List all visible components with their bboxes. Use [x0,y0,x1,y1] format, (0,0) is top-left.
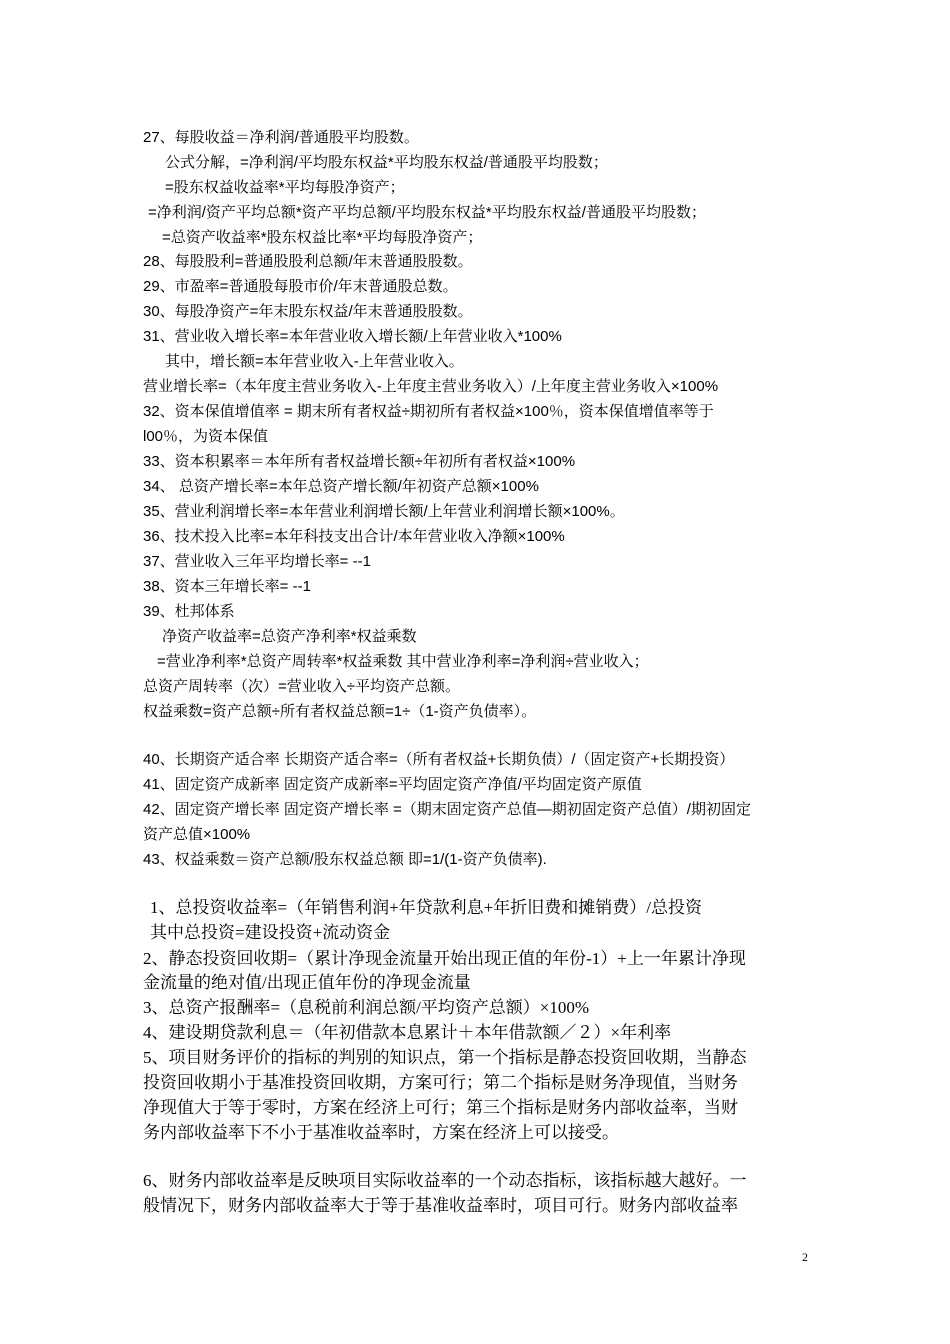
text-line: 28、每股股利=普通股股利总额/年末普通股股数。 [143,253,473,270]
text-line: 公式分解，=净利润/平均股东权益*平均股东权益/普通股平均股数； [165,154,608,171]
text-line: 3、总资产报酬率=（息税前利润总额/平均资产总额）×100% [143,998,590,1017]
text-line: 43、权益乘数＝资产总额/股东权益总额 即=1/(1-资产负债率). [143,851,547,868]
text-line: 金流量的绝对值/出现正值年份的净现金流量 [143,973,471,992]
text-line: 营业增长率=（本年度主营业务收入-上年度主营业务收入）/上年度主营业务收入×100% [143,378,719,395]
text-line: 净资产收益率=总资产净利率*权益乘数 [162,628,417,645]
text-line: 务内部收益率下不小于基准收益率时，方案在经济上可以接受。 [143,1123,619,1142]
text-line: 6、财务内部收益率是反映项目实际收益率的一个动态指标，该指标越大越好。一 [143,1171,747,1190]
text-line: 2、静态投资回收期=（累计净现金流量开始出现正值的年份-1）+上一年累计净现 [143,949,746,968]
text-line: =净利润/资产平均总额*资产平均总额/平均股东权益*平均股东权益/普通股平均股数； [148,204,706,221]
text-line: 42、固定资产增长率 固定资产增长率 =（期末固定资产总值—期初固定资产总值）/期初固定 [143,801,751,818]
text-line: 1、总投资收益率=（年销售利润+年贷款利息+年折旧费和摊销费）/总投资 [150,898,702,917]
text-line: 37、营业收入三年平均增长率= --1 [143,553,371,570]
text-line: 40、长期资产适合率 长期资产适合率=（所有者权益+长期负债）/（固定资产+长期投资） [143,751,735,768]
text-line: 29、市盈率=普通股每股市价/年末普通股总数。 [143,278,458,295]
text-line: 34、 总资产增长率=本年总资产增长额/年初资产总额×100% [143,478,539,495]
text-line: 资产总值×100% [143,826,251,843]
text-line: 其中总投资=建设投资+流动资金 [150,923,391,942]
text-line: 35、营业利润增长率=本年营业利润增长额/上年营业利润增长额×100%。 [143,503,625,520]
text-line: l00％，为资本保值 [143,428,269,445]
text-line: 39、杜邦体系 [143,603,235,620]
page-number: 2 [802,1250,808,1264]
text-line: 27、每股收益＝净利润/普通股平均股数。 [143,129,419,146]
text-line: 投资回收期小于基准投资回收期，方案可行；第二个指标是财务净现值，当财务 [143,1073,738,1092]
text-line: 其中，增长额=本年营业收入-上年营业收入。 [165,353,464,370]
text-line: 36、技术投入比率=本年科技支出合计/本年营业收入净额×100% [143,528,565,545]
text-line: 38、资本三年增长率= --1 [143,578,311,595]
text-line: =股东权益收益率*平均每股净资产； [165,179,405,196]
text-line: 33、资本积累率＝本年所有者权益增长额÷年初所有者权益×100% [143,453,576,470]
text-line: =总资产收益率*股东权益比率*平均每股净资产； [162,229,483,246]
text-line: 31、营业收入增长率=本年营业收入增长额/上年营业收入*100% [143,328,562,345]
text-line: 权益乘数=资产总额÷所有者权益总额=1÷（1-资产负债率）。 [143,703,537,720]
text-line: 30、每股净资产=年末股东权益/年末普通股股数。 [143,303,473,320]
text-line: 总资产周转率（次）=营业收入÷平均资产总额。 [143,678,460,695]
text-line: =营业净利率*总资产周转率*权益乘数 其中营业净利率=净利润÷营业收入； [157,653,649,670]
text-line: 般情况下，财务内部收益率大于等于基准收益率时，项目可行。财务内部收益率 [143,1196,738,1215]
text-line: 5、项目财务评价的指标的判别的知识点，第一个指标是静态投资回收期，当静态 [143,1048,747,1067]
text-line: 41、固定资产成新率 固定资产成新率=平均固定资产净值/平均固定资产原值 [143,776,642,793]
text-line: 32、资本保值增值率 = 期末所有者权益÷期初所有者权益×100％，资本保值增值率等于 [143,403,714,420]
text-line: 净现值大于等于零时，方案在经济上可行；第三个指标是财务内部收益率，当财 [143,1098,738,1117]
text-line: 4、建设期贷款利息＝（年初借款本息累计＋本年借款额／２）×年利率 [143,1023,672,1042]
